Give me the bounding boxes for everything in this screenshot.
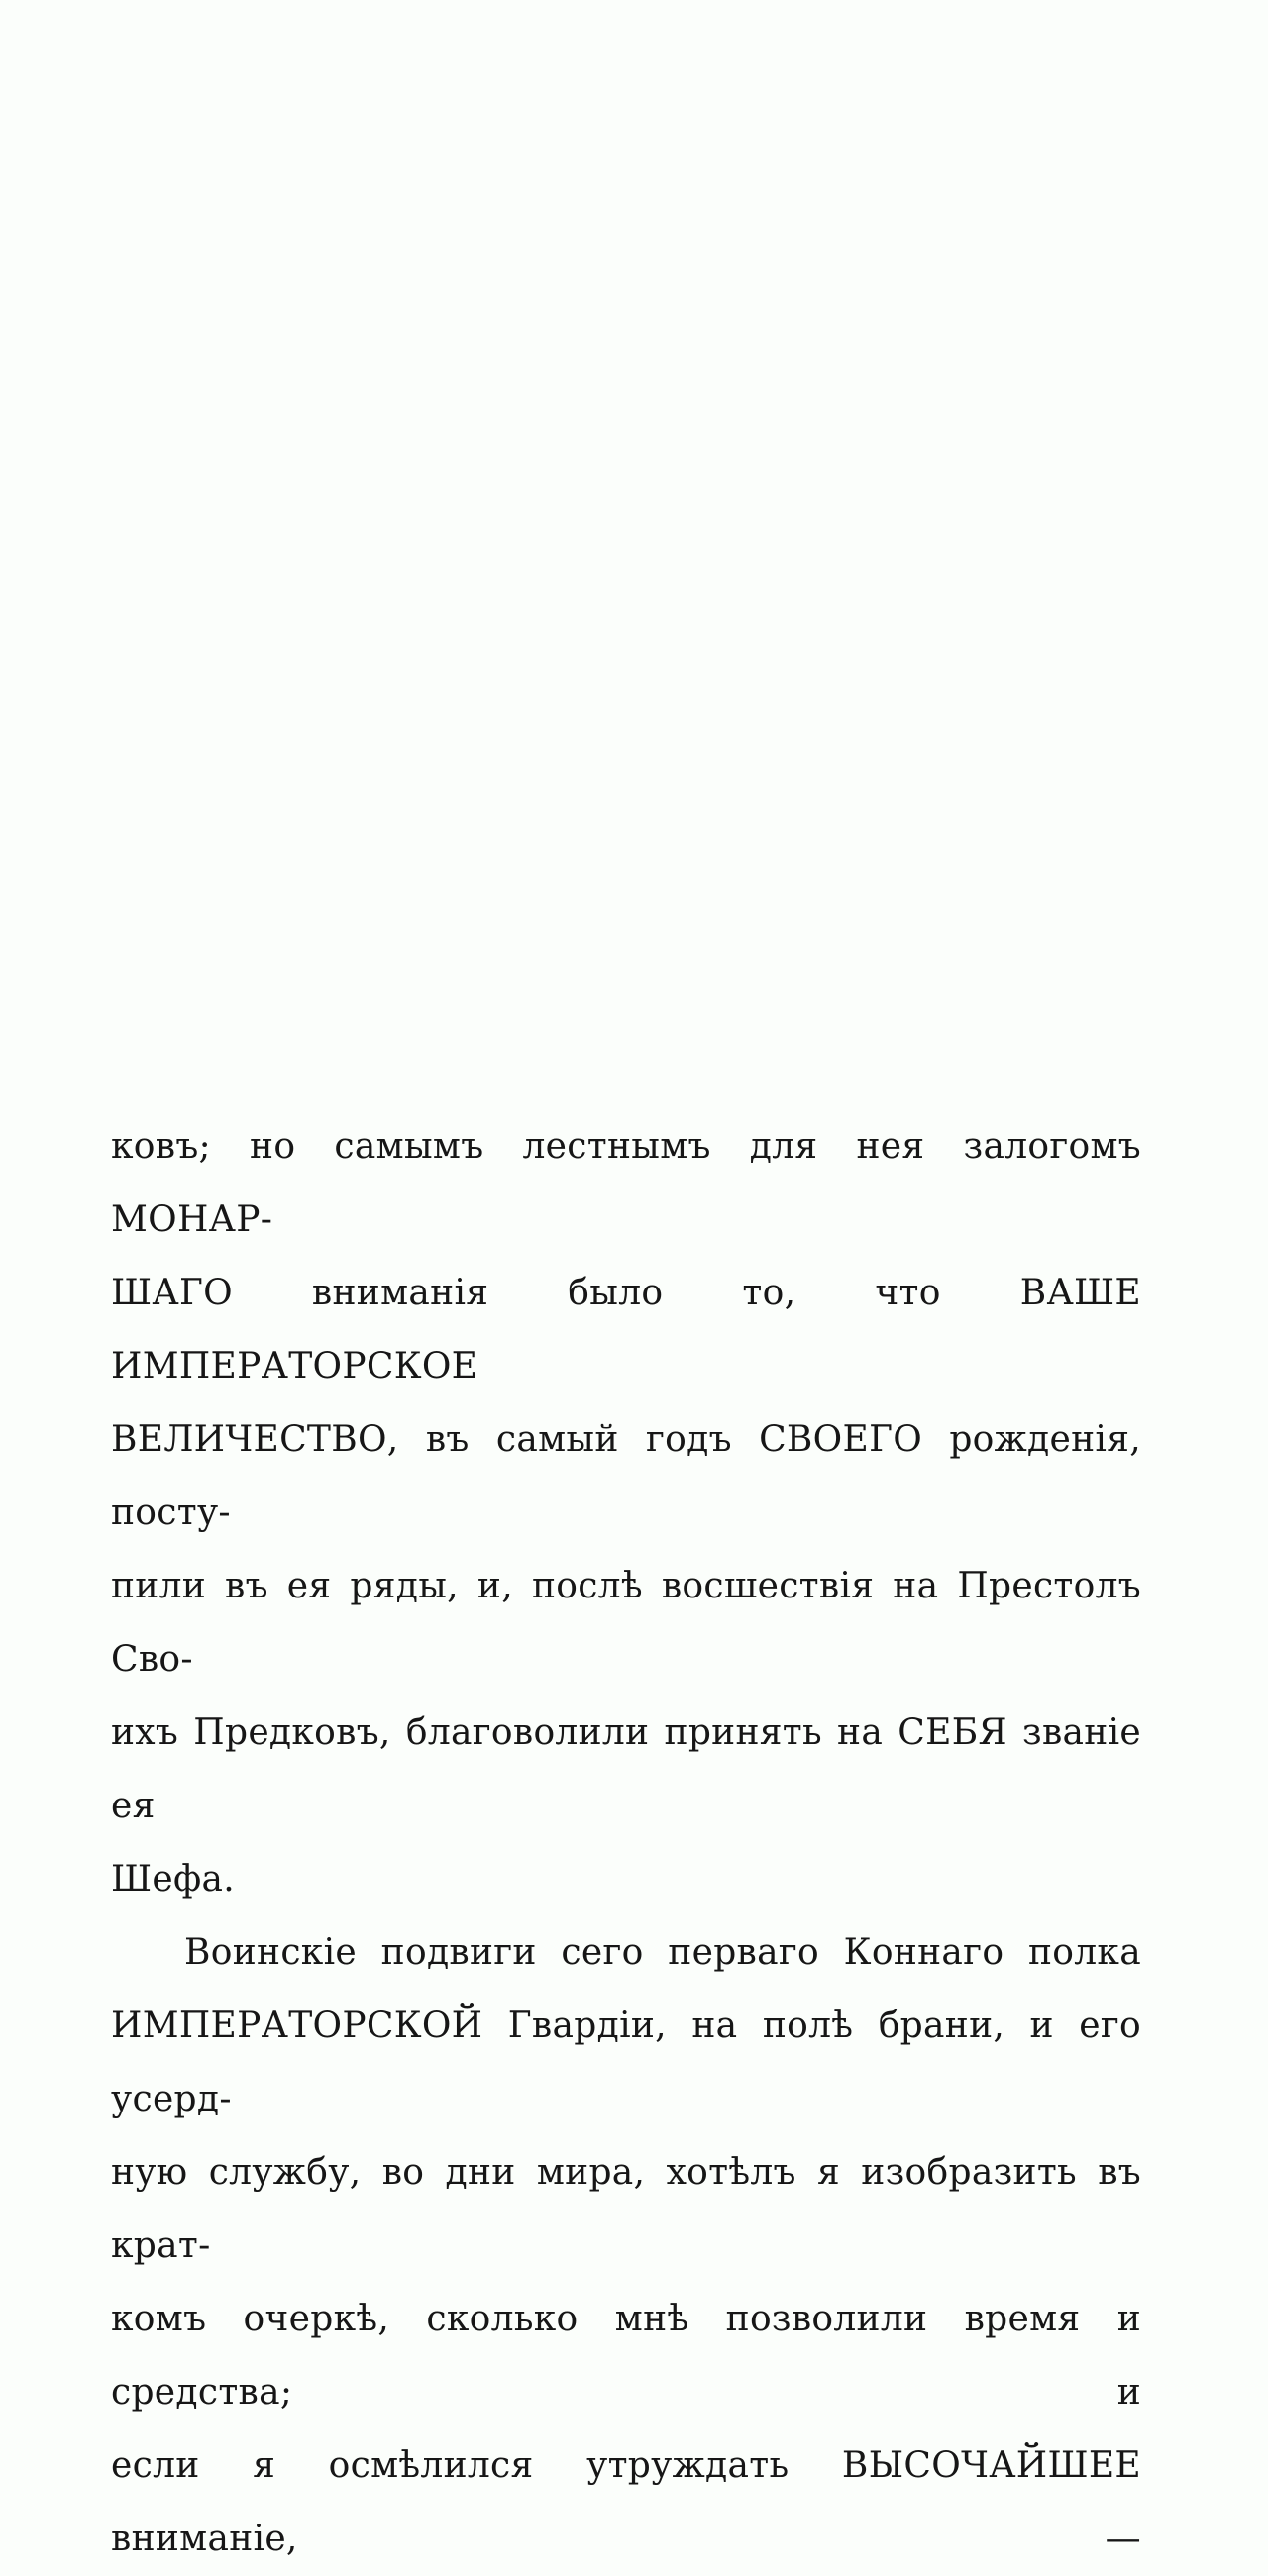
page-text-block <box>111 1110 1141 2576</box>
text-line: если я осмѣлился утруждать ВЫСОЧАЙШЕЕ вниманіе, — <box>111 2445 1141 2559</box>
text-line: Воинскіе подвиги сего перваго Коннаго полка <box>184 1932 1141 1973</box>
text-line: комъ очеркѣ, сколько мнѣ позволили время и средства; и <box>111 2299 1141 2413</box>
text-line: ковъ; но самымъ лестнымъ для нея залогомъ МОНАР- <box>111 1126 1141 1240</box>
text-line: ВЕЛИЧЕСТВО, въ самый годъ СВОЕГО рожденія, посту- <box>111 1419 1141 1533</box>
text-line: Шефа. <box>111 1859 235 1900</box>
text-line: ихъ Предковъ, благоволили принять на СЕБЯ званіе ея <box>111 1712 1141 1826</box>
text-line: ИМПЕРАТОРСКОЙ Гвардіи, на полѣ брани, и его усерд- <box>111 2006 1141 2119</box>
text-line: ШАГО вниманія было то, что ВАШЕ ИМПЕРАТОРСКОЕ <box>111 1273 1141 1387</box>
text-line: пили въ ея ряды, и, послѣ восшествія на Престолъ Сво- <box>111 1566 1141 1680</box>
text-line: ную службу, во дни мира, хотѣлъ я изобразить въ крат- <box>111 2152 1141 2266</box>
